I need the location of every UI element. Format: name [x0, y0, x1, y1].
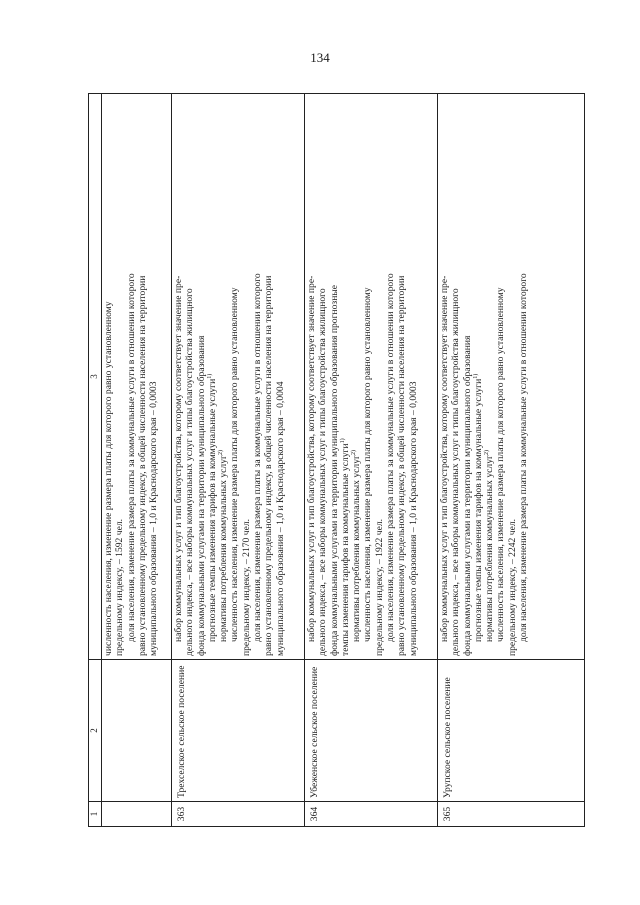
- footnote-ref: 2): [484, 450, 490, 456]
- desc-line: доля населения, изменение размера платы за коммунальные услуги в отношении которого: [385, 273, 397, 642]
- desc-line: фонда коммунальными услугами на территории муниципального образования: [195, 335, 207, 656]
- desc-line: равно установленному предельному индексу, в общей численности населения на территории: [396, 275, 408, 656]
- desc-line: [218, 97, 229, 656]
- row-num-cell: 363: [172, 802, 305, 827]
- desc-line: равно установленному предельному индексу, в общей численности населения на территории: [263, 275, 275, 656]
- row-name-cell: Трехселское сельское поселение: [172, 660, 305, 802]
- desc-line: предельному индексу, – 1922 чел.: [373, 518, 385, 656]
- desc-line: [207, 97, 218, 656]
- desc-line: муниципального образования – 1,0 и Краснодарского края – 0,0003: [148, 381, 160, 656]
- footnote-ref: 1): [339, 438, 346, 444]
- desc-line: доля населения, изменение размера платы за коммунальные услуги в отношении которого: [518, 273, 530, 642]
- table-viewport: [88, 93, 585, 827]
- desc-line: [351, 97, 362, 656]
- desc-line: дельного индекса, – все наборы коммунальных услуг и типы благоустройства жилищного: [450, 288, 462, 656]
- row-desc-cell: [102, 94, 172, 660]
- header-col-1: 1: [89, 802, 102, 827]
- desc-line: фонда коммунальными услугами на территории муниципального образования: [461, 335, 473, 656]
- row-name-cell: Урупское сельское поселение: [438, 660, 585, 802]
- desc-text: нормативы потребления коммунальных услуг: [484, 455, 496, 642]
- row-desc-cell: [438, 94, 585, 660]
- footnote-ref: 2): [218, 450, 224, 456]
- desc-line: фонда коммунальными услугами на территории муниципального образования прогнозные: [328, 284, 340, 656]
- page-number: 134: [310, 50, 330, 65]
- table-row: [438, 94, 585, 827]
- desc-line: доля населения, изменение размера платы за коммунальные услуги в отношении которого: [252, 273, 264, 642]
- desc-line: численность населения, изменение размера платы для которого равно установленному: [103, 301, 114, 656]
- desc-text: нормативы потребления коммунальных услуг: [351, 455, 363, 642]
- row-desc-cell: [172, 94, 305, 660]
- tariff-table: [88, 93, 585, 827]
- footnote-ref: 1): [472, 373, 479, 379]
- row-num-cell: 364: [305, 802, 438, 827]
- desc-line: [484, 97, 495, 656]
- header-col-3: 3: [89, 94, 102, 660]
- desc-text: нормативы потребления коммунальных услуг: [218, 455, 230, 642]
- desc-text: прогнозные темпы изменения тарифов на коммунальные услуги: [206, 378, 218, 642]
- desc-line: предельному индексу, – 1592 чел.: [114, 518, 126, 656]
- desc-line: [340, 97, 351, 656]
- table-header-row: [89, 94, 102, 827]
- header-col-2: 2: [89, 660, 102, 802]
- row-name-cell: Убеженское сельское поселение: [305, 660, 438, 802]
- desc-line: набор коммунальных услуг и тип благоустройства, которому соответствует значение пре-: [173, 275, 184, 642]
- desc-line: муниципального образования – 1,0 и Краснодарского края – 0,0004: [274, 381, 286, 656]
- table-row-continuation: [102, 94, 172, 827]
- desc-line: численность населения, изменение размера платы для которого равно установленному: [229, 287, 241, 642]
- footnote-ref: 1): [206, 373, 213, 379]
- desc-line: предельному индексу, – 2170 чел.: [240, 518, 252, 656]
- desc-text: прогнозные темпы изменения тарифов на коммунальные услуги: [472, 378, 484, 642]
- desc-line: равно установленному предельному индексу, в общей численности населения на территории: [136, 275, 148, 656]
- desc-line: дельного индекса, – все наборы коммунальных услуг и типы благоустройства жилищного: [317, 288, 329, 656]
- desc-line: предельному индексу, – 2242 чел.: [506, 518, 518, 656]
- row-desc-cell: [305, 94, 438, 660]
- desc-line: муниципального образования – 1,0 и Краснодарского края – 0,0003: [407, 381, 419, 656]
- desc-line: численность населения, изменение размера платы для которого равно установленному: [495, 287, 507, 642]
- table-row: [305, 94, 438, 827]
- table-row: [172, 94, 305, 827]
- desc-line: набор коммунальных услуг и тип благоустройства, которому соответствует значение пре-: [439, 275, 450, 642]
- desc-text: темпы изменения тарифов на коммунальные услуги: [339, 443, 351, 656]
- row-num-cell: [102, 802, 172, 827]
- footnote-ref: 2): [351, 450, 357, 456]
- desc-line: [473, 97, 484, 656]
- row-name-cell: [102, 660, 172, 802]
- row-num-cell: 365: [438, 802, 585, 827]
- desc-line: численность населения, изменение размера платы для которого равно установленному: [362, 287, 374, 642]
- desc-line: набор коммунальных услуг и тип благоустройства, которому соответствует значение пре-: [306, 275, 317, 642]
- desc-line: дельного индекса, – все наборы коммунальных услуг и типы благоустройства жилищного: [184, 288, 196, 656]
- desc-line: доля населения, изменение размера платы за коммунальные услуги в отношении которого: [125, 273, 137, 642]
- rotated-table-container: [88, 93, 585, 827]
